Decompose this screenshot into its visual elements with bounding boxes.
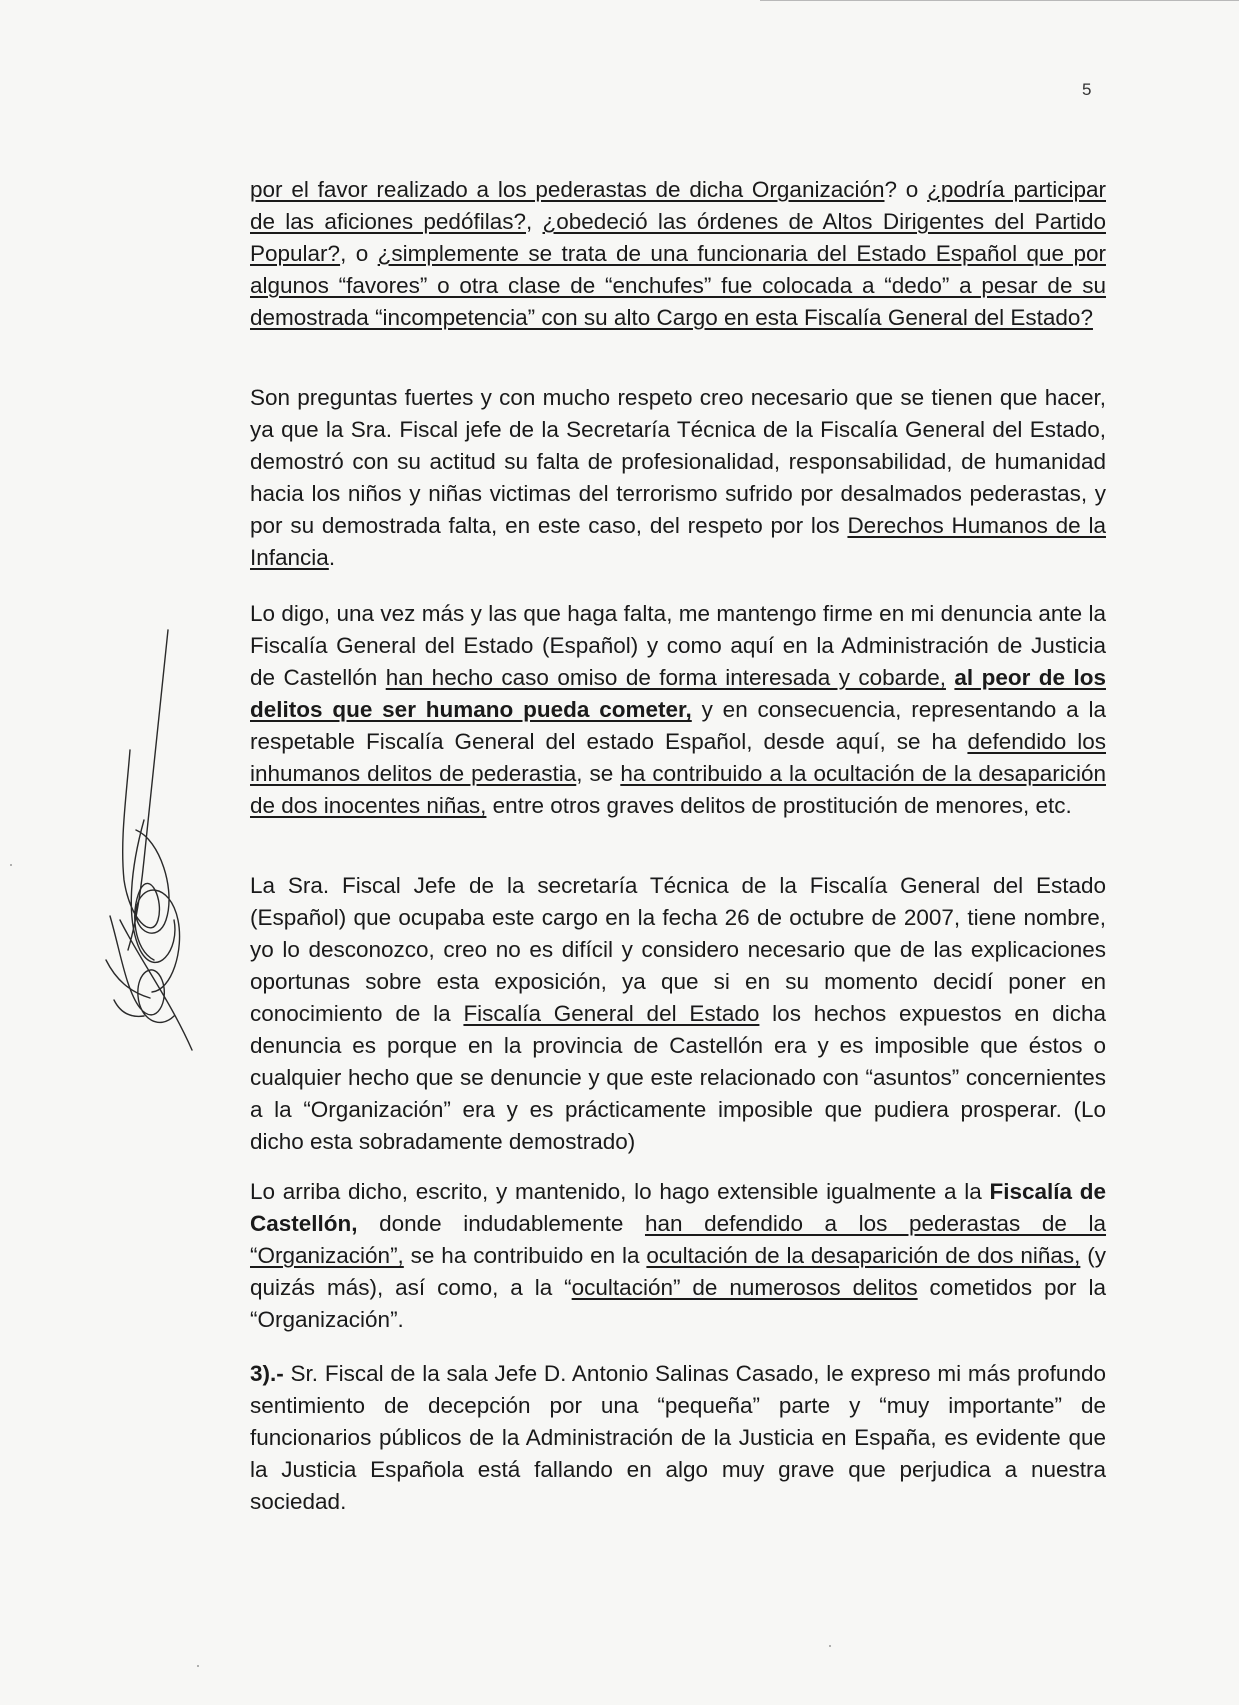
text-run: se ha contribuido en la xyxy=(403,1243,647,1268)
text-run: Sr. Fiscal de la sala Jefe D. Antonio Salinas Casado, le expreso mi más profundo sentimiento de decepción por una “pequeña” parte y “muy importante” de funcionarios públicos de la Administración de la Justicia en España, es evidente que la Justicia Española está fallando en algo muy grave que perjudica a nuestra sociedad. xyxy=(250,1361,1106,1514)
text-run: Son preguntas fuertes y con mucho respeto creo necesario que se tienen que hacer, ya que la Sra. Fiscal jefe de la Secretaría Técnica de la Fiscalía General del Estado, demostró con su actitud su falta de profesionalidad, responsabilidad, de humanidad hacia los niños y niñas victimas del terrorismo sufrido por desalmados pederastas, y por su demostrada falta, en este caso, del respeto por los xyxy=(250,385,1106,538)
paragraph-4 xyxy=(250,870,1106,1158)
text-run: ? o xyxy=(884,177,928,202)
bold-text: Fiscalía de Castellón, xyxy=(250,1179,1106,1236)
underlined-text: ha contribuido a la ocultación de la desaparición de dos inocentes niñas, xyxy=(250,761,1106,818)
top-edge-rule xyxy=(760,0,1239,1)
paragraph-5 xyxy=(250,1176,1106,1336)
text-run: entre otros graves delitos de prostitución de menores, etc. xyxy=(486,793,1072,818)
underlined-text: ¿simplemente se trata de una funcionaria del Estado Español que por algunos “favores” o otra clase de “enchufes” fue colocada a “dedo” a pesar de su demostrada “incompetencia” con su alto Cargo en esta Fiscalía General del Estado? xyxy=(250,241,1106,330)
text-run: donde indudablemente xyxy=(357,1211,645,1236)
underlined-text: defendido los inhumanos delitos de pederastia xyxy=(250,729,1106,786)
text-run: , se xyxy=(576,761,621,786)
underlined-text: ¿podría participar de las aficiones pedófilas? xyxy=(250,177,1106,234)
text-run: (y quizás más), así como, a la “ xyxy=(250,1243,1106,1300)
text-run: cometidos por la “Organización”. xyxy=(250,1275,1106,1332)
text-run: Lo digo, una vez más y las que haga falta, me mantengo firme en mi denuncia ante la Fiscalía General del Estado (Español) y como aquí en la Administración de Justicia de Castellón xyxy=(250,601,1106,690)
underlined-text: Derechos Humanos de la Infancia xyxy=(250,513,1106,570)
underlined-text: ocultación” de numerosos delitos xyxy=(571,1275,918,1300)
scan-speck xyxy=(829,1645,831,1647)
text-run: . xyxy=(328,545,336,570)
text-run: , o xyxy=(340,241,378,266)
page-number: 5 xyxy=(1082,80,1092,99)
paragraph-6 xyxy=(250,1358,1106,1518)
text-run: Lo arriba dicho, escrito, y mantenido, lo hago extensible igualmente a la xyxy=(250,1179,990,1204)
paragraph-2 xyxy=(250,382,1106,574)
paragraph-3 xyxy=(250,598,1106,822)
text-run: La Sra. Fiscal Jefe de la secretaría Técnica de la Fiscalía General del Estado (Español) que ocupaba este cargo en la fecha 26 de octubre de 2007, tiene nombre, yo lo desconozco, creo no es difícil y considero necesario que de las explicaciones oportunas sobre esta exposición, ya que si en su momento decidí poner en conocimiento de la xyxy=(250,873,1106,1026)
underlined-text: al peor de los delitos que ser humano pueda cometer, xyxy=(250,665,1106,722)
underlined-text: ocultación de la desaparición de dos niñas, xyxy=(646,1243,1081,1268)
underlined-text: por el favor realizado a los pederastas de dicha Organización xyxy=(250,177,885,202)
paragraph-1 xyxy=(250,174,1106,334)
handwritten-signature xyxy=(100,620,210,1080)
bold-text: 3).- xyxy=(250,1361,284,1386)
underlined-text: ¿obedeció las órdenes de Altos Dirigentes del Partido Popular? xyxy=(250,209,1106,266)
underlined-text: han defendido a los pederastas de la “Organización”, xyxy=(250,1211,1107,1268)
scan-speck xyxy=(10,864,12,866)
underlined-text: han hecho caso omiso de forma interesada y cobarde, xyxy=(385,665,946,690)
text-run: , xyxy=(525,209,543,234)
text-run: los hechos expuestos en dicha denuncia es porque en la provincia de Castellón era y es imposible que éstos o cualquier hecho que se denuncie y que este relacionado con “asuntos” concernientes a la “Organización” era y es prácticamente imposible que pudiera prosperar. (Lo dicho esta sobradamente demostrado) xyxy=(250,1001,1106,1154)
scan-speck xyxy=(197,1665,199,1667)
text-run: y en consecuencia, representando a la respetable Fiscalía General del estado Español, desde aquí, se ha xyxy=(250,697,1107,754)
underlined-text: Fiscalía General del Estado xyxy=(463,1001,760,1026)
